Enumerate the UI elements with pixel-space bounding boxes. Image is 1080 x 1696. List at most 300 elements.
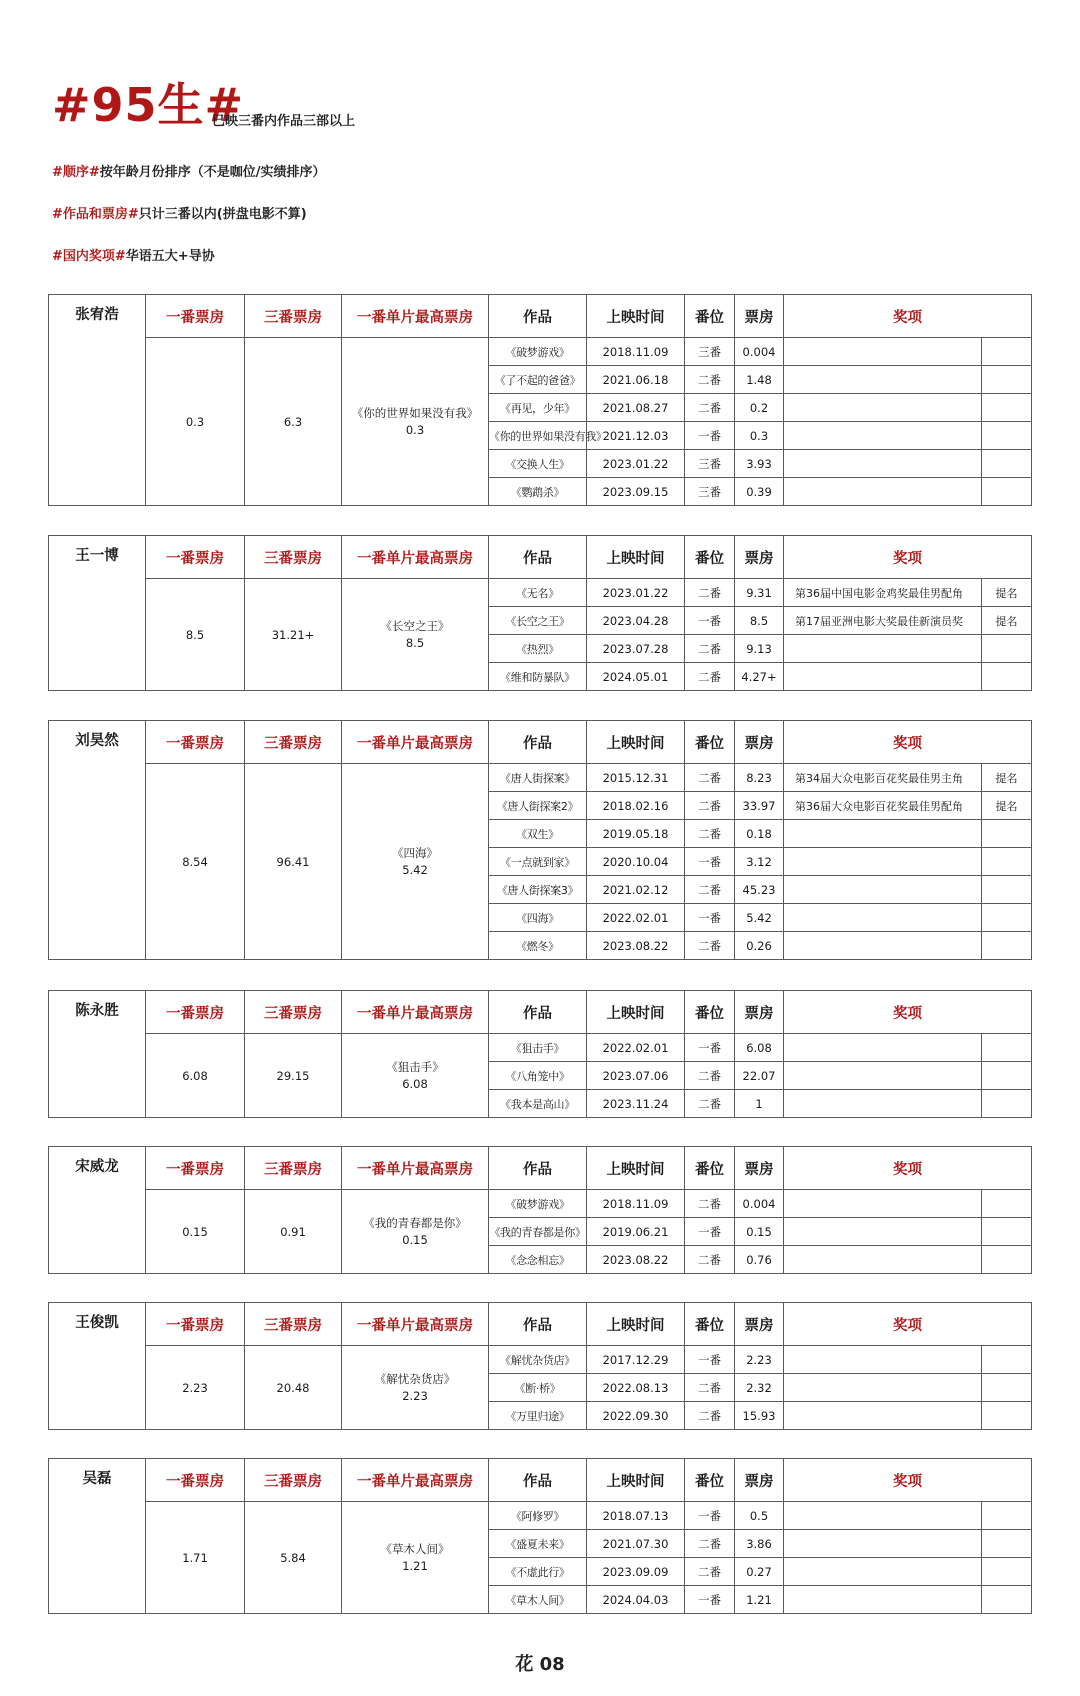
film-award — [784, 876, 982, 904]
header-billing: 番位 — [685, 295, 735, 338]
film-award-status — [982, 394, 1032, 422]
film-award — [784, 1558, 982, 1586]
lead-box-total: 2.23 — [146, 1346, 245, 1430]
film-title: 《草木人间》 — [489, 1586, 587, 1614]
top3-box-total: 0.91 — [245, 1190, 342, 1274]
film-box-office: 4.27+ — [735, 663, 784, 691]
film-award-status: 提名 — [982, 607, 1032, 635]
film-release-date: 2024.04.03 — [587, 1586, 685, 1614]
film-release-date: 2023.11.24 — [587, 1090, 685, 1118]
film-award-status — [982, 876, 1032, 904]
film-title: 《不虚此行》 — [489, 1558, 587, 1586]
film-award — [784, 1218, 982, 1246]
film-release-date: 2021.02.12 — [587, 876, 685, 904]
film-box-office: 0.5 — [735, 1502, 784, 1530]
star-name-cell — [49, 991, 146, 1118]
header-billing: 番位 — [685, 721, 735, 764]
film-row — [49, 764, 1032, 792]
top3-box-total: 20.48 — [245, 1346, 342, 1430]
header-billing: 番位 — [685, 1459, 735, 1502]
film-title: 《万里归途》 — [489, 1402, 587, 1430]
table-header-row — [49, 721, 1032, 764]
best-lead-film — [342, 1034, 489, 1118]
film-title: 《再见，少年》 — [489, 394, 587, 422]
star-name: 吴磊 — [82, 1471, 112, 1487]
header-film: 作品 — [489, 1459, 587, 1502]
film-row — [49, 1034, 1032, 1062]
film-billing: 二番 — [685, 1190, 735, 1218]
film-award-status — [982, 1558, 1032, 1586]
film-award-status: 提名 — [982, 792, 1032, 820]
star-table — [48, 1146, 1032, 1274]
best-lead-film — [342, 1502, 489, 1614]
best-lead-film-title: 《你的世界如果没有我》 — [351, 406, 479, 421]
film-box-office: 3.86 — [735, 1530, 784, 1558]
film-award — [784, 904, 982, 932]
film-billing: 二番 — [685, 764, 735, 792]
film-release-date: 2023.01.22 — [587, 450, 685, 478]
header-film: 作品 — [489, 1147, 587, 1190]
best-lead-film-box: 1.21 — [402, 1558, 428, 1573]
film-box-office: 0.3 — [735, 422, 784, 450]
film-release-date: 2017.12.29 — [587, 1346, 685, 1374]
header-best-lead-film: 一番单片最高票房 — [342, 295, 489, 338]
film-award — [784, 663, 982, 691]
header-awards: 奖项 — [784, 536, 1032, 579]
star-table — [48, 720, 1032, 960]
film-award — [784, 1062, 982, 1090]
lead-box-total: 0.3 — [146, 338, 245, 506]
table-header-row — [49, 1459, 1032, 1502]
best-lead-film-box: 6.08 — [402, 1076, 428, 1091]
film-release-date: 2021.06.18 — [587, 366, 685, 394]
film-award-status — [982, 1374, 1032, 1402]
film-title: 《解忧杂货店》 — [489, 1346, 587, 1374]
film-box-office: 3.12 — [735, 848, 784, 876]
film-award — [784, 1190, 982, 1218]
film-box-office: 6.08 — [735, 1034, 784, 1062]
film-title: 《破梦游戏》 — [489, 338, 587, 366]
film-billing: 一番 — [685, 1502, 735, 1530]
film-award-status — [982, 848, 1032, 876]
header-box: 票房 — [735, 1303, 784, 1346]
star-table — [48, 990, 1032, 1118]
film-title: 《我本是高山》 — [489, 1090, 587, 1118]
film-award-status — [982, 663, 1032, 691]
note-tag: #国内奖项# — [52, 249, 126, 264]
film-box-office: 5.42 — [735, 904, 784, 932]
film-award-status — [982, 1090, 1032, 1118]
film-award-status — [982, 1246, 1032, 1274]
header-film: 作品 — [489, 721, 587, 764]
film-award-status — [982, 338, 1032, 366]
film-billing: 一番 — [685, 1034, 735, 1062]
film-award — [784, 1374, 982, 1402]
film-title: 《念念相忘》 — [489, 1246, 587, 1274]
header-top3-box: 三番票房 — [245, 991, 342, 1034]
film-award-status — [982, 932, 1032, 960]
header-film: 作品 — [489, 991, 587, 1034]
best-lead-film-title: 《长空之王》 — [380, 619, 450, 634]
star-name: 宋威龙 — [75, 1159, 119, 1175]
header-awards: 奖项 — [784, 1147, 1032, 1190]
film-award-status — [982, 1190, 1032, 1218]
film-title: 《四海》 — [489, 904, 587, 932]
film-award — [784, 932, 982, 960]
film-billing: 一番 — [685, 1218, 735, 1246]
best-lead-film-box: 0.3 — [405, 422, 425, 437]
film-title: 《阿修罗》 — [489, 1502, 587, 1530]
best-lead-film-title: 《草木人间》 — [380, 1542, 450, 1557]
header-release: 上映时间 — [587, 721, 685, 764]
film-release-date: 2023.07.06 — [587, 1062, 685, 1090]
best-lead-film-title: 《狙击手》 — [386, 1060, 444, 1075]
star-table — [48, 1458, 1032, 1614]
film-release-date: 2018.02.16 — [587, 792, 685, 820]
best-lead-film-box: 8.5 — [405, 635, 425, 650]
film-award-status — [982, 635, 1032, 663]
film-title: 《唐人街探案3》 — [489, 876, 587, 904]
header-awards: 奖项 — [784, 991, 1032, 1034]
star-name: 陈永胜 — [75, 1003, 119, 1019]
film-award-status — [982, 450, 1032, 478]
header-top3-box: 三番票房 — [245, 1303, 342, 1346]
header-box: 票房 — [735, 536, 784, 579]
film-row — [49, 1190, 1032, 1218]
film-award — [784, 478, 982, 506]
film-billing: 二番 — [685, 1062, 735, 1090]
header-top3-box: 三番票房 — [245, 295, 342, 338]
film-award-status — [982, 1586, 1032, 1614]
film-award — [784, 422, 982, 450]
best-lead-film-title: 《我的青春都是你》 — [363, 1216, 467, 1231]
film-box-office: 1.48 — [735, 366, 784, 394]
film-award: 第36届大众电影百花奖最佳男配角 — [784, 792, 982, 820]
header-box: 票房 — [735, 721, 784, 764]
best-lead-film — [342, 764, 489, 960]
header-best-lead-film: 一番单片最高票房 — [342, 536, 489, 579]
film-release-date: 2023.07.28 — [587, 635, 685, 663]
film-release-date: 2023.08.22 — [587, 1246, 685, 1274]
film-release-date: 2015.12.31 — [587, 764, 685, 792]
header-top3-box: 三番票房 — [245, 536, 342, 579]
film-award — [784, 1246, 982, 1274]
film-box-office: 9.31 — [735, 579, 784, 607]
film-row — [49, 338, 1032, 366]
best-lead-film-box: 0.15 — [402, 1232, 428, 1247]
lead-box-total: 1.71 — [146, 1502, 245, 1614]
film-title: 《了不起的爸爸》 — [489, 366, 587, 394]
table-header-row — [49, 1147, 1032, 1190]
film-box-office: 0.18 — [735, 820, 784, 848]
film-box-office: 1 — [735, 1090, 784, 1118]
film-release-date: 2018.11.09 — [587, 338, 685, 366]
note-tag: #顺序# — [52, 165, 100, 180]
film-title: 《燃冬》 — [489, 932, 587, 960]
film-billing: 二番 — [685, 876, 735, 904]
film-award — [784, 848, 982, 876]
star-table — [48, 294, 1032, 506]
header-billing: 番位 — [685, 536, 735, 579]
header-billing: 番位 — [685, 1147, 735, 1190]
header-lead-box: 一番票房 — [146, 1303, 245, 1346]
film-title: 《唐人街探案2》 — [489, 792, 587, 820]
film-release-date: 2018.11.09 — [587, 1190, 685, 1218]
star-table — [48, 1302, 1032, 1430]
film-box-office: 3.93 — [735, 450, 784, 478]
header-film: 作品 — [489, 536, 587, 579]
film-release-date: 2021.12.03 — [587, 422, 685, 450]
film-award-status — [982, 1218, 1032, 1246]
note-text: 按年龄月份排序（不是咖位/实绩排序） — [99, 165, 326, 180]
film-row — [49, 1502, 1032, 1530]
lead-box-total: 6.08 — [146, 1034, 245, 1118]
film-title: 《唐人街探案》 — [489, 764, 587, 792]
header-release: 上映时间 — [587, 536, 685, 579]
best-lead-film-title: 《四海》 — [392, 846, 438, 861]
film-award — [784, 820, 982, 848]
film-billing: 一番 — [685, 607, 735, 635]
film-title: 《一点就到家》 — [489, 848, 587, 876]
film-billing: 二番 — [685, 1558, 735, 1586]
header-box: 票房 — [735, 1459, 784, 1502]
header-release: 上映时间 — [587, 1459, 685, 1502]
header-lead-box: 一番票房 — [146, 1147, 245, 1190]
film-title: 《交换人生》 — [489, 450, 587, 478]
film-award-status — [982, 478, 1032, 506]
film-release-date: 2023.04.28 — [587, 607, 685, 635]
header-box: 票房 — [735, 991, 784, 1034]
film-award — [784, 1346, 982, 1374]
film-box-office: 0.15 — [735, 1218, 784, 1246]
film-award-status: 提名 — [982, 764, 1032, 792]
film-box-office: 8.5 — [735, 607, 784, 635]
film-title: 《热烈》 — [489, 635, 587, 663]
film-box-office: 22.07 — [735, 1062, 784, 1090]
film-box-office: 1.21 — [735, 1586, 784, 1614]
film-title: 《我的青春都是你》 — [489, 1218, 587, 1246]
film-billing: 二番 — [685, 1374, 735, 1402]
film-billing: 二番 — [685, 820, 735, 848]
film-box-office: 0.2 — [735, 394, 784, 422]
page-title: #95生# — [52, 78, 245, 132]
film-award-status — [982, 904, 1032, 932]
film-billing: 一番 — [685, 904, 735, 932]
film-award: 第34届大众电影百花奖最佳男主角 — [784, 764, 982, 792]
film-release-date: 2023.09.15 — [587, 478, 685, 506]
header-box: 票房 — [735, 295, 784, 338]
header-film: 作品 — [489, 1303, 587, 1346]
film-release-date: 2022.09.30 — [587, 1402, 685, 1430]
star-name-cell — [49, 1459, 146, 1614]
header-best-lead-film: 一番单片最高票房 — [342, 721, 489, 764]
film-award — [784, 394, 982, 422]
footer-watermark: 花 08 — [515, 1654, 565, 1675]
film-billing: 一番 — [685, 422, 735, 450]
film-award-status — [982, 1502, 1032, 1530]
film-award — [784, 338, 982, 366]
note-text: 只计三番以内(拼盘电影不算) — [138, 207, 307, 222]
header-lead-box: 一番票房 — [146, 1459, 245, 1502]
film-billing: 二番 — [685, 366, 735, 394]
film-title: 《鹦鹉杀》 — [489, 478, 587, 506]
top3-box-total: 6.3 — [245, 338, 342, 506]
film-box-office: 2.32 — [735, 1374, 784, 1402]
film-release-date: 2019.06.21 — [587, 1218, 685, 1246]
film-billing: 二番 — [685, 579, 735, 607]
star-name-cell — [49, 1147, 146, 1274]
table-header-row — [49, 295, 1032, 338]
header-release: 上映时间 — [587, 295, 685, 338]
film-award-status: 提名 — [982, 579, 1032, 607]
lead-box-total: 8.5 — [146, 579, 245, 691]
film-release-date: 2023.09.09 — [587, 1558, 685, 1586]
film-award — [784, 635, 982, 663]
top3-box-total: 96.41 — [245, 764, 342, 960]
star-name-cell — [49, 295, 146, 506]
header-top3-box: 三番票房 — [245, 721, 342, 764]
header-billing: 番位 — [685, 1303, 735, 1346]
film-title: 《无名》 — [489, 579, 587, 607]
film-box-office: 33.97 — [735, 792, 784, 820]
film-award-status — [982, 820, 1032, 848]
film-title: 《破梦游戏》 — [489, 1190, 587, 1218]
film-title: 《盛夏未来》 — [489, 1530, 587, 1558]
star-name-cell — [49, 721, 146, 960]
best-lead-film — [342, 1190, 489, 1274]
film-title: 《双生》 — [489, 820, 587, 848]
film-box-office: 0.39 — [735, 478, 784, 506]
header-release: 上映时间 — [587, 1303, 685, 1346]
star-name: 张宥浩 — [75, 307, 119, 323]
header-awards: 奖项 — [784, 1303, 1032, 1346]
film-billing: 三番 — [685, 338, 735, 366]
film-billing: 一番 — [685, 1586, 735, 1614]
header-box: 票房 — [735, 1147, 784, 1190]
star-name-cell — [49, 1303, 146, 1430]
film-box-office: 0.27 — [735, 1558, 784, 1586]
best-lead-film — [342, 338, 489, 506]
best-lead-film-box: 5.42 — [402, 862, 428, 877]
film-award: 第36届中国电影金鸡奖最佳男配角 — [784, 579, 982, 607]
page-subtitle: 已映三番内作品三部以上 — [212, 114, 356, 129]
header-awards: 奖项 — [784, 1459, 1032, 1502]
film-title: 《断·桥》 — [489, 1374, 587, 1402]
lead-box-total: 8.54 — [146, 764, 245, 960]
film-release-date: 2020.10.04 — [587, 848, 685, 876]
header-release: 上映时间 — [587, 1147, 685, 1190]
table-header-row — [49, 991, 1032, 1034]
star-name: 刘昊然 — [75, 733, 119, 749]
header-billing: 番位 — [685, 991, 735, 1034]
film-box-office: 8.23 — [735, 764, 784, 792]
header-best-lead-film: 一番单片最高票房 — [342, 991, 489, 1034]
film-title: 《长空之王》 — [489, 607, 587, 635]
film-award — [784, 1034, 982, 1062]
film-release-date: 2023.08.22 — [587, 932, 685, 960]
note-tag: #作品和票房# — [52, 207, 139, 222]
best-lead-film — [342, 1346, 489, 1430]
star-name: 王一博 — [75, 548, 119, 564]
film-billing: 三番 — [685, 478, 735, 506]
film-release-date: 2018.07.13 — [587, 1502, 685, 1530]
film-award — [784, 450, 982, 478]
film-release-date: 2021.07.30 — [587, 1530, 685, 1558]
film-billing: 二番 — [685, 635, 735, 663]
lead-box-total: 0.15 — [146, 1190, 245, 1274]
film-award — [784, 1530, 982, 1558]
film-award-status — [982, 1402, 1032, 1430]
star-name-cell — [49, 536, 146, 691]
star-name: 王俊凯 — [75, 1315, 119, 1331]
header-awards: 奖项 — [784, 295, 1032, 338]
film-release-date: 2023.01.22 — [587, 579, 685, 607]
film-box-office: 45.23 — [735, 876, 784, 904]
film-billing: 二番 — [685, 1246, 735, 1274]
film-billing: 二番 — [685, 932, 735, 960]
header-release: 上映时间 — [587, 991, 685, 1034]
header-awards: 奖项 — [784, 721, 1032, 764]
header-top3-box: 三番票房 — [245, 1147, 342, 1190]
film-box-office: 15.93 — [735, 1402, 784, 1430]
header-lead-box: 一番票房 — [146, 721, 245, 764]
top3-box-total: 5.84 — [245, 1502, 342, 1614]
film-award — [784, 366, 982, 394]
header-top3-box: 三番票房 — [245, 1459, 342, 1502]
film-title: 《狙击手》 — [489, 1034, 587, 1062]
film-award — [784, 1502, 982, 1530]
film-release-date: 2019.05.18 — [587, 820, 685, 848]
star-table — [48, 535, 1032, 691]
film-box-office: 0.76 — [735, 1246, 784, 1274]
film-billing: 一番 — [685, 848, 735, 876]
film-billing: 二番 — [685, 1530, 735, 1558]
header-best-lead-film: 一番单片最高票房 — [342, 1459, 489, 1502]
film-billing: 三番 — [685, 450, 735, 478]
film-award-status — [982, 1062, 1032, 1090]
best-lead-film — [342, 579, 489, 691]
film-row — [49, 1346, 1032, 1374]
film-award-status — [982, 422, 1032, 450]
film-award — [784, 1090, 982, 1118]
table-header-row — [49, 1303, 1032, 1346]
film-box-office: 0.004 — [735, 338, 784, 366]
film-billing: 二番 — [685, 394, 735, 422]
film-release-date: 2022.08.13 — [587, 1374, 685, 1402]
top3-box-total: 29.15 — [245, 1034, 342, 1118]
film-billing: 一番 — [685, 1346, 735, 1374]
film-box-office: 2.23 — [735, 1346, 784, 1374]
film-award: 第17届亚洲电影大奖最佳新演员奖 — [784, 607, 982, 635]
header-best-lead-film: 一番单片最高票房 — [342, 1147, 489, 1190]
film-row — [49, 579, 1032, 607]
film-title: 《维和防暴队》 — [489, 663, 587, 691]
film-release-date: 2021.08.27 — [587, 394, 685, 422]
best-lead-film-title: 《解忧杂货店》 — [374, 1372, 456, 1387]
header-film: 作品 — [489, 295, 587, 338]
header-best-lead-film: 一番单片最高票房 — [342, 1303, 489, 1346]
table-header-row — [49, 536, 1032, 579]
best-lead-film-box: 2.23 — [402, 1388, 428, 1403]
top3-box-total: 31.21+ — [245, 579, 342, 691]
header-lead-box: 一番票房 — [146, 295, 245, 338]
film-award-status — [982, 366, 1032, 394]
film-release-date: 2022.02.01 — [587, 904, 685, 932]
note-text: 华语五大+导协 — [125, 249, 215, 264]
film-title: 《八角笼中》 — [489, 1062, 587, 1090]
film-billing: 二番 — [685, 792, 735, 820]
film-billing: 二番 — [685, 1090, 735, 1118]
